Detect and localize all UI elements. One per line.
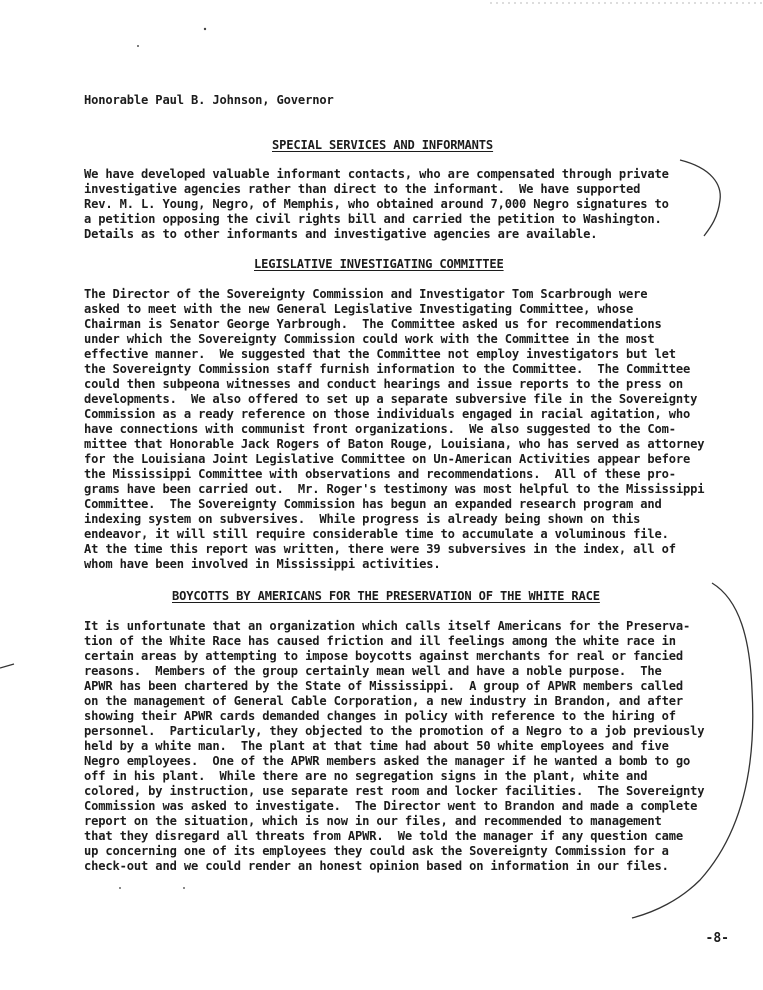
paragraph-line: Committee. The Sovereignty Commission has begun an expanded research program and <box>84 497 662 511</box>
paragraph-line: whom have been involved in Mississippi activities. <box>84 557 441 571</box>
paragraph-line: APWR has been chartered by the State of Mississippi. A group of APWR members called <box>84 679 684 693</box>
section-heading-apwr-boycotts: BOYCOTTS BY AMERICANS FOR THE PRESERVATION OF THE WHITE RACE <box>172 589 600 603</box>
paragraph-line: mittee that Honorable Jack Rogers of Baton Rouge, Louisiana, who has served as attorney <box>84 437 705 451</box>
paragraph-line: Commission was asked to investigate. The Director went to Brandon and made a complete <box>84 799 698 813</box>
paragraph-line: grams have been carried out. Mr. Roger's testimony was most helpful to the Mississippi <box>84 482 705 496</box>
paragraph-line: up concerning one of its employees they could ask the Sovereignty Commission for a <box>84 844 669 858</box>
speck <box>183 887 185 889</box>
paragraph-line: Details as to other informants and investigative agencies are available. <box>84 227 598 241</box>
speck <box>119 887 121 889</box>
paragraph-line: indexing system on subversives. While progress is already being shown on this <box>84 512 641 526</box>
paragraph-line: endeavor, it will still require considerable time to accumulate a voluminous file. <box>84 527 669 541</box>
page-number: -8- <box>705 931 729 946</box>
paragraph-line: At the time this report was written, there were 39 subversives in the index, all of <box>84 542 676 556</box>
paragraph-line: Commission as a ready reference on those individuals engaged in racial agitation, who <box>84 407 691 421</box>
bracket-mark-section-1 <box>680 160 720 236</box>
paragraph-line: for the Louisiana Joint Legislative Committee on Un-American Activities appear before <box>84 452 691 466</box>
paragraph-line: showing their APWR cards demanded changes in policy with reference to the hiring of <box>84 709 676 723</box>
paragraph-line: off in his plant. While there are no segregation signs in the plant, white and <box>84 769 648 783</box>
paragraph-line: colored, by instruction, use separate rest room and locker facilities. The Sovereignty <box>84 784 705 798</box>
paragraph-line: the Mississippi Committee with observations and recommendations. All of these pro- <box>84 467 676 481</box>
paragraph-line: under which the Sovereignty Commission could work with the Committee in the most <box>84 332 655 346</box>
paragraph-line: Chairman is Senator George Yarbrough. The Committee asked us for recommendations <box>84 317 662 331</box>
paragraph-line: tion of the White Race has caused friction and ill feelings among the white race in <box>84 634 676 648</box>
paragraph-line: check-out and we could render an honest opinion based on information in our files. <box>84 859 669 873</box>
paragraph-line: developments. We also offered to set up a separate subversive file in the Sovereignty <box>84 392 698 406</box>
left-margin-tick <box>0 664 14 668</box>
paragraph-line: a petition opposing the civil rights bill and carried the petition to Washington. <box>84 212 662 226</box>
section-heading-legislative-committee: LEGISLATIVE INVESTIGATING COMMITTEE <box>254 257 504 271</box>
paragraph-line: could then subpeona witnesses and conduct hearings and issue reports to the press on <box>84 377 684 391</box>
paragraph-line: investigative agencies rather than direct to the informant. We have supported <box>84 182 641 196</box>
paragraph-line: Negro employees. One of the APWR members asked the manager if he wanted a bomb to go <box>84 754 691 768</box>
paragraph-line: effective manner. We suggested that the Committee not employ investigators but let <box>84 347 676 361</box>
paragraph-line: It is unfortunate that an organization which calls itself Americans for the Preserva- <box>84 619 691 633</box>
paragraph-line: on the management of General Cable Corporation, a new industry in Brandon, and after <box>84 694 684 708</box>
paragraph-line: report on the situation, which is now in our files, and recommended to management <box>84 814 662 828</box>
paragraph-line: Rev. M. L. Young, Negro, of Memphis, who obtained around 7,000 Negro signatures to <box>84 197 669 211</box>
addressee-line: Honorable Paul B. Johnson, Governor <box>84 93 334 107</box>
paragraph-line: reasons. Members of the group certainly mean well and have a noble purpose. The <box>84 664 662 678</box>
paragraph-line: that they disregard all threats from APWR. We told the manager if any question came <box>84 829 684 843</box>
paragraph-line: The Director of the Sovereignty Commission and Investigator Tom Scarbrough were <box>84 287 648 301</box>
paragraph-line: held by a white man. The plant at that time had about 50 white employees and five <box>84 739 669 753</box>
paragraph-line: We have developed valuable informant contacts, who are compensated through private <box>84 167 669 181</box>
speck <box>137 45 139 47</box>
section-heading-special-services: SPECIAL SERVICES AND INFORMANTS <box>272 138 494 152</box>
paragraph-line: the Sovereignty Commission staff furnish information to the Committee. The Committee <box>84 362 691 376</box>
paragraph-line: have connections with communist front organizations. We also suggested to the Com- <box>84 422 676 436</box>
speck <box>204 28 206 30</box>
paragraph-line: certain areas by attempting to impose boycotts against merchants for real or fancied <box>84 649 684 663</box>
paragraph-line: personnel. Particularly, they objected to the promotion of a Negro to a job previously <box>84 724 705 738</box>
paragraph-line: asked to meet with the new General Legislative Investigating Committee, whose <box>84 302 634 316</box>
